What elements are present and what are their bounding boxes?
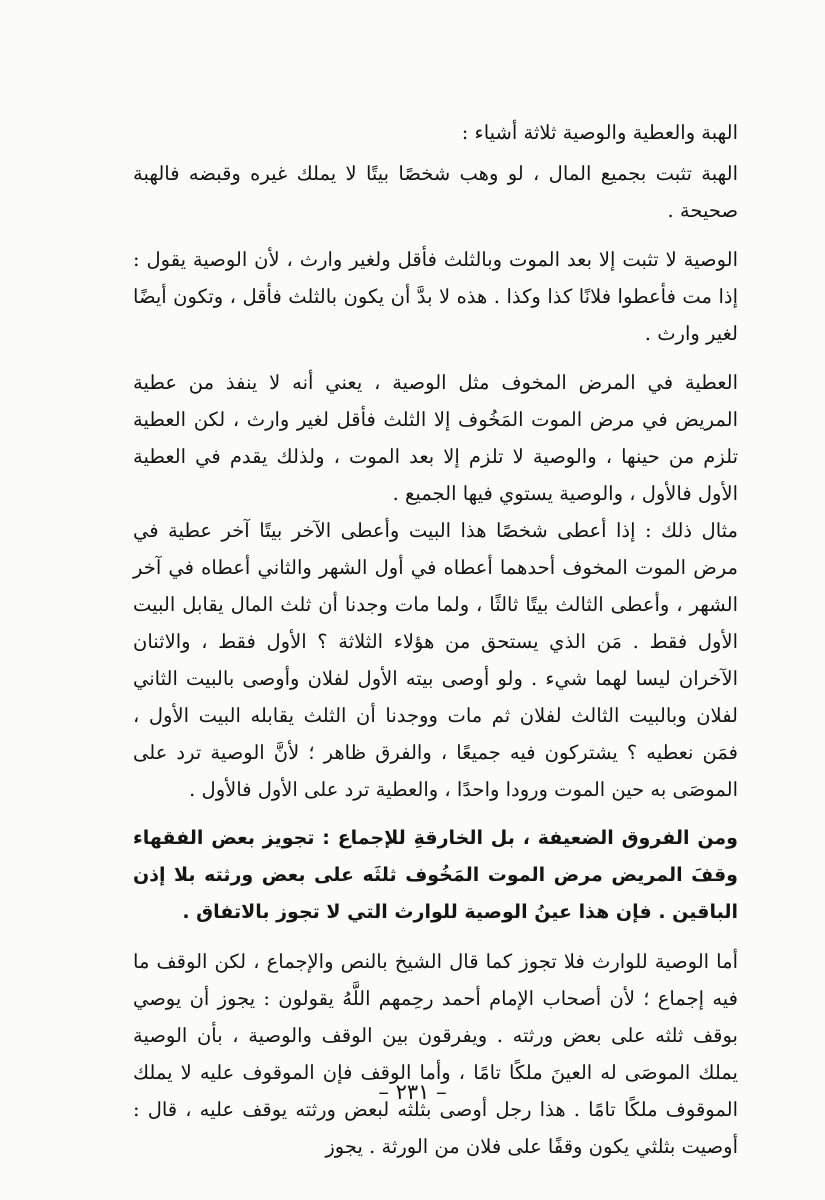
- paragraph-example: مثال ذلك : إذا أعطى شخصًا هذا البيت وأعطى الآخر بيتًا آخر عطية في مرض الموت المخوف أحدهما أعطاه في أول الشهر والثاني أعطاه في آخر الشهر ، وأعطى الثالث بيتًا ثالثًا ، ولما مات وجدنا أن ثلث المال يقابل البيت الأول فقط . مَن الذي يستحق من هؤلاء الثلاثة ؟ الأول فقط ، والاثنان الآخران ليسا لهما شيء . ولو أوصى بيته الأول لفلان وأوصى بالبيت الثاني لفلان وبالبيت الثالث لفلان ثم مات ووجدنا أن الثلث يقابله البيت الأول ، فمَن نعطيه ؟ يشتركون فيه جميعًا ، والفرق ظاهر ؛ لأنَّ الوصية ترد على الموصَى به حين الموت ورودا واحدًا ، والعطية ترد على الأول فالأول .: [133, 519, 738, 801]
- paragraph-grant-in-illness: العطية في المرض المخوف مثل الوصية ، يعني أنه لا ينفذ من عطية المريض في مرض الموت المَخُوف إلا الثلث فأقل لغير وارث ، لكن العطية تلزم من حينها ، والوصية لا تلزم إلا بعد الموت ، ولذلك يقدم في العطية الأول فالأول ، والوصية يستوي فيها الجميع .: [133, 371, 738, 505]
- paragraph-will-for-heir: أما الوصية للوارث فلا تجوز كما قال الشيخ بالنص والإجماع ، لكن الوقف ما فيه إجماع ؛ لأن أصحاب الإمام أحمد رحِمهم اللَّهُ يقولون : يجوز أن يوصي بوقف ثلثه على بعض ورثته . ويفرقون بين الوقف والوصية ، بأن الوصية يملك الموصَى له العينَ ملكًا تامًا ، وأما الوقف فإن الموقوف عليه لا يملك الموقوف ملكًا تامًا . هذا رجل أوصى بثلثه لبعض ورثته يوقف عليه ، قال : أوصيت بثلثي يكون وقفًا على فلان من الورثة . يجوز: [133, 950, 738, 1158]
- paragraph-intro: الهبة والعطية والوصية ثلاثة أشياء :: [461, 121, 738, 144]
- paragraph-will: الوصية لا تثبت إلا بعد الموت وبالثلث فأقل ولغير وارث ، لأن الوصية يقول : إذا مت فأعطوا فلانًا كذا وكذا . هذه لا بدَّ أن يكون بالثلث فأقل ، وتكون أيضًا لغير وارث .: [133, 248, 738, 345]
- paragraph-gift: الهبة تثبت بجميع المال ، لو وهب شخصًا بيتًا لا يملك غيره وقبضه فالهبة صحيحة .: [133, 162, 738, 222]
- page-number: – ٢٣١ –: [378, 1080, 447, 1104]
- paragraph-weak-distinctions: ومن الفروق الضعيفة ، بل الخارقةِ للإجماع : تجويز بعض الفقهاء وقفَ المريض مرض الموت المَخُوف ثلثَه على بعض ورثته بلا إذن الباقين . فإن هذا عينُ الوصية للوارث التي لا تجوز بالاتفاق .: [133, 827, 738, 923]
- page-body-text: [133, 114, 738, 1165]
